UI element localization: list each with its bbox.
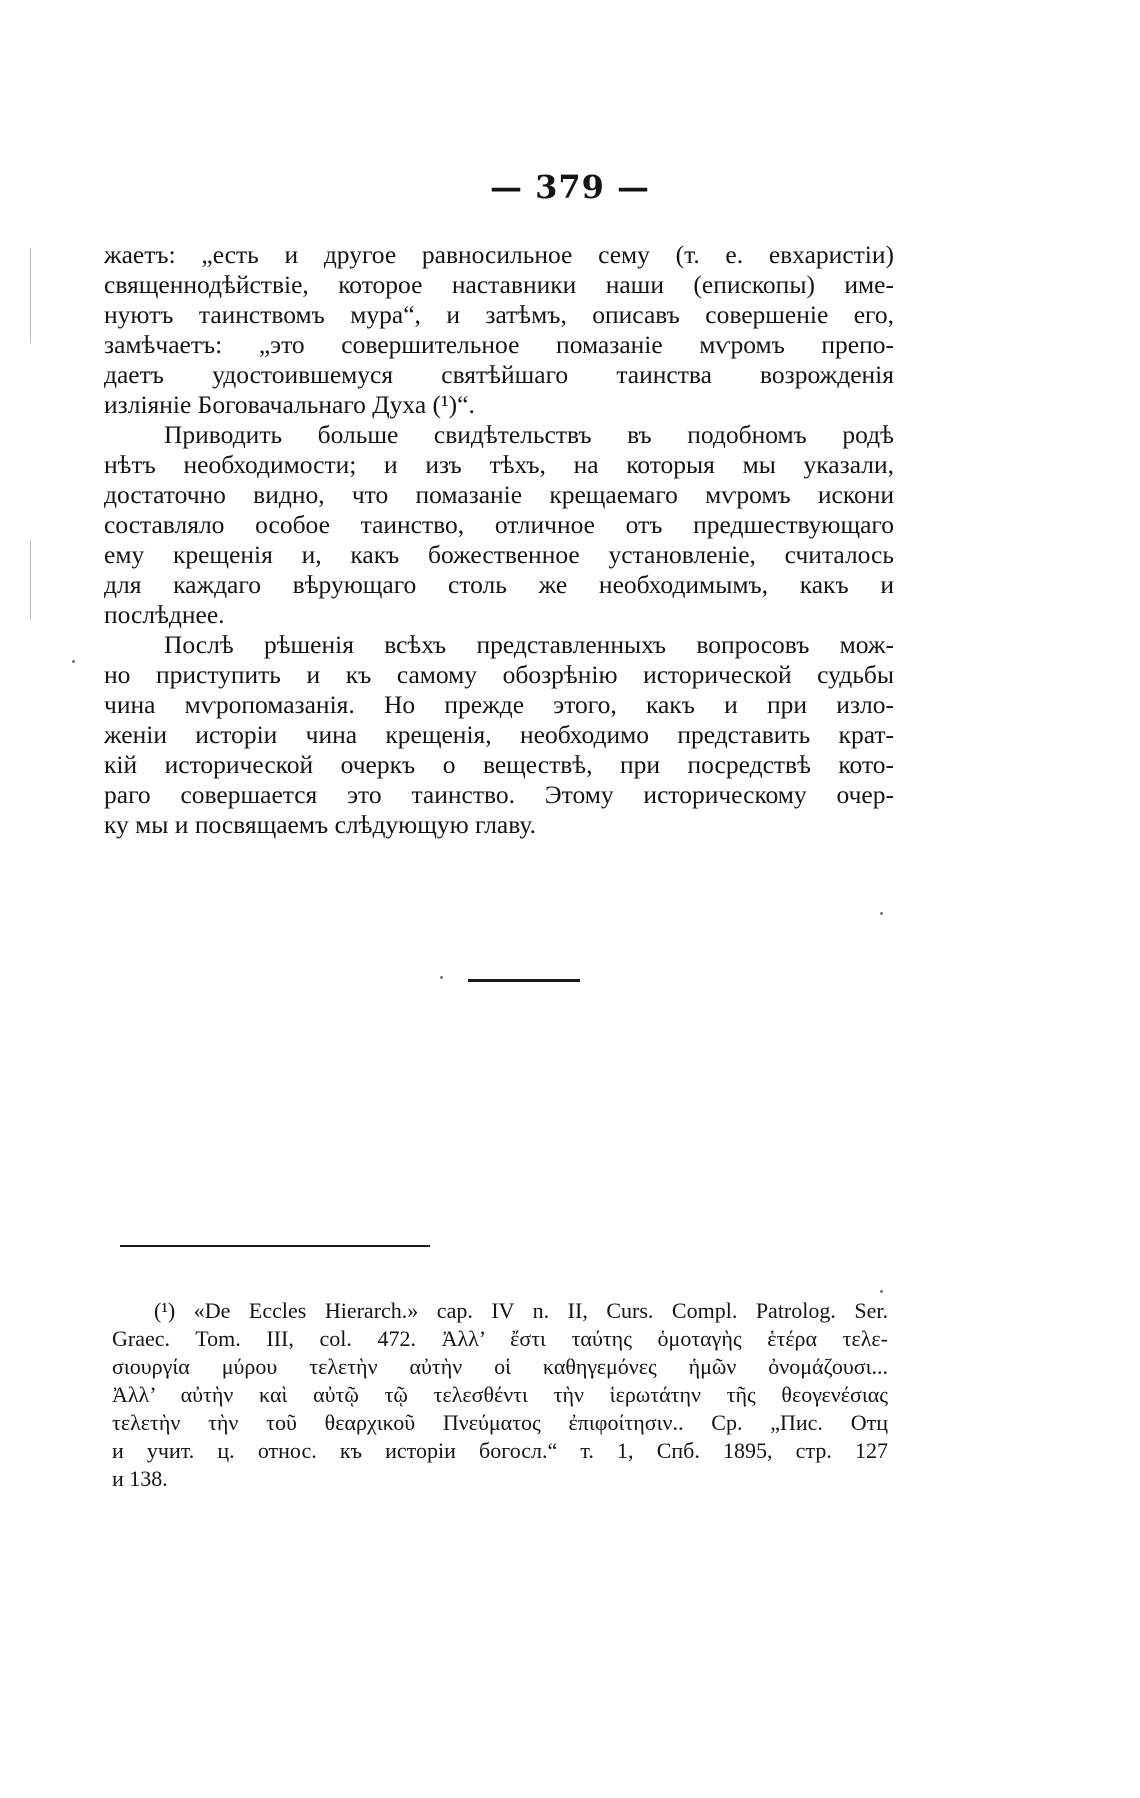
- scan-speck: [880, 912, 883, 915]
- footnote-line: τελετὴν τὴν τοῦ θεαρχικοῦ Πνεύματος ἐπιφοίτησιν.. Ср. „Пис. Отц: [112, 1410, 888, 1435]
- page-number: — 379 —: [489, 168, 651, 206]
- text-line: замѣчаетъ: „это совершительное помазаніе мѵромъ препо-: [104, 330, 894, 359]
- paragraph-start-line: Послѣ рѣшенія всѣхъ представленныхъ вопросовъ мож-: [164, 630, 894, 659]
- text-line: достаточно видно, что помазаніе крещаемаго мѵромъ искони: [104, 480, 894, 509]
- text-line: послѣднее.: [104, 600, 225, 629]
- text-line: нуютъ таинствомъ мура“, и затѣмъ, описавъ совершеніе его,: [104, 300, 894, 329]
- footnotes: [112, 1297, 888, 1493]
- margin-scan-mark: [30, 248, 31, 343]
- text-line: даетъ удостоившемуся святѣйшаго таинства возрожденія: [104, 360, 894, 389]
- text-line: составляло особое таинство, отличное отъ предшествующаго: [104, 510, 894, 539]
- text-line: кій исторической очеркъ о веществѣ, при посредствѣ кото-: [104, 750, 894, 779]
- text-line: для каждаго вѣрующаго столь же необходимымъ, какъ и: [104, 570, 894, 599]
- margin-scan-mark: [30, 540, 31, 620]
- text-line: ку мы и посвящаемъ слѣдующую главу.: [104, 810, 536, 839]
- text-line: раго совершается это таинство. Этому историческому очер-: [104, 780, 894, 809]
- paragraph-start-line: Приводить больше свидѣтельствъ въ подобномъ родѣ: [164, 420, 894, 449]
- footnote-line: и 138.: [112, 1466, 168, 1491]
- footnote-separator: [120, 1245, 430, 1247]
- text-line: чина мѵропомазанія. Но прежде этого, какъ и при изло-: [104, 690, 894, 719]
- scan-speck: [440, 976, 443, 979]
- section-divider: [468, 979, 580, 982]
- footnote-line: Ἀλλ’ αὐτὴν καὶ αὐτῷ τῷ τελεσθέντι τὴν ἱερωτάτην τῆς θεογενέσιας: [112, 1382, 888, 1407]
- text-line: женіи исторіи чина крещенія, необходимо представить крат-: [104, 720, 894, 749]
- text-line: священнодѣйствіе, которое наставники наши (епископы) име-: [104, 270, 894, 299]
- footnote-line: (¹) «De Eccles Hierarch.» cap. IV n. II, Curs. Compl. Patrolog. Ser.: [154, 1298, 888, 1323]
- text-line: нѣтъ необходимости; и изъ тѣхъ, на которыя мы указали,: [104, 450, 894, 479]
- text-line: изліяніе Боговачальнаго Духа (¹)“.: [104, 390, 475, 419]
- text-line: жаетъ: „есть и другое равносильное сему (т. е. евхаристіи): [104, 240, 894, 269]
- text-line: ему крещенія и, какъ божественное установленіе, считалось: [104, 540, 894, 569]
- footnote-line: σιουργία μύρου τελετὴν αὐτὴν οἱ καθηγεμόνες ἡμῶν ὀνομάζουσι...: [112, 1354, 888, 1379]
- main-text: [104, 240, 894, 840]
- scan-speck: [72, 660, 75, 663]
- footnote-line: Graec. Tom. III, col. 472. Ἀλλ’ ἔστι ταύτης ὁμοταγὴς ἑτέρα τελε-: [112, 1326, 888, 1351]
- footnote-line: и учит. ц. относ. къ исторіи богосл.“ т. 1, Спб. 1895, стр. 127: [112, 1438, 888, 1463]
- text-line: но приступить и къ самому обозрѣнію исторической судьбы: [104, 660, 894, 689]
- scan-speck: [880, 1290, 883, 1293]
